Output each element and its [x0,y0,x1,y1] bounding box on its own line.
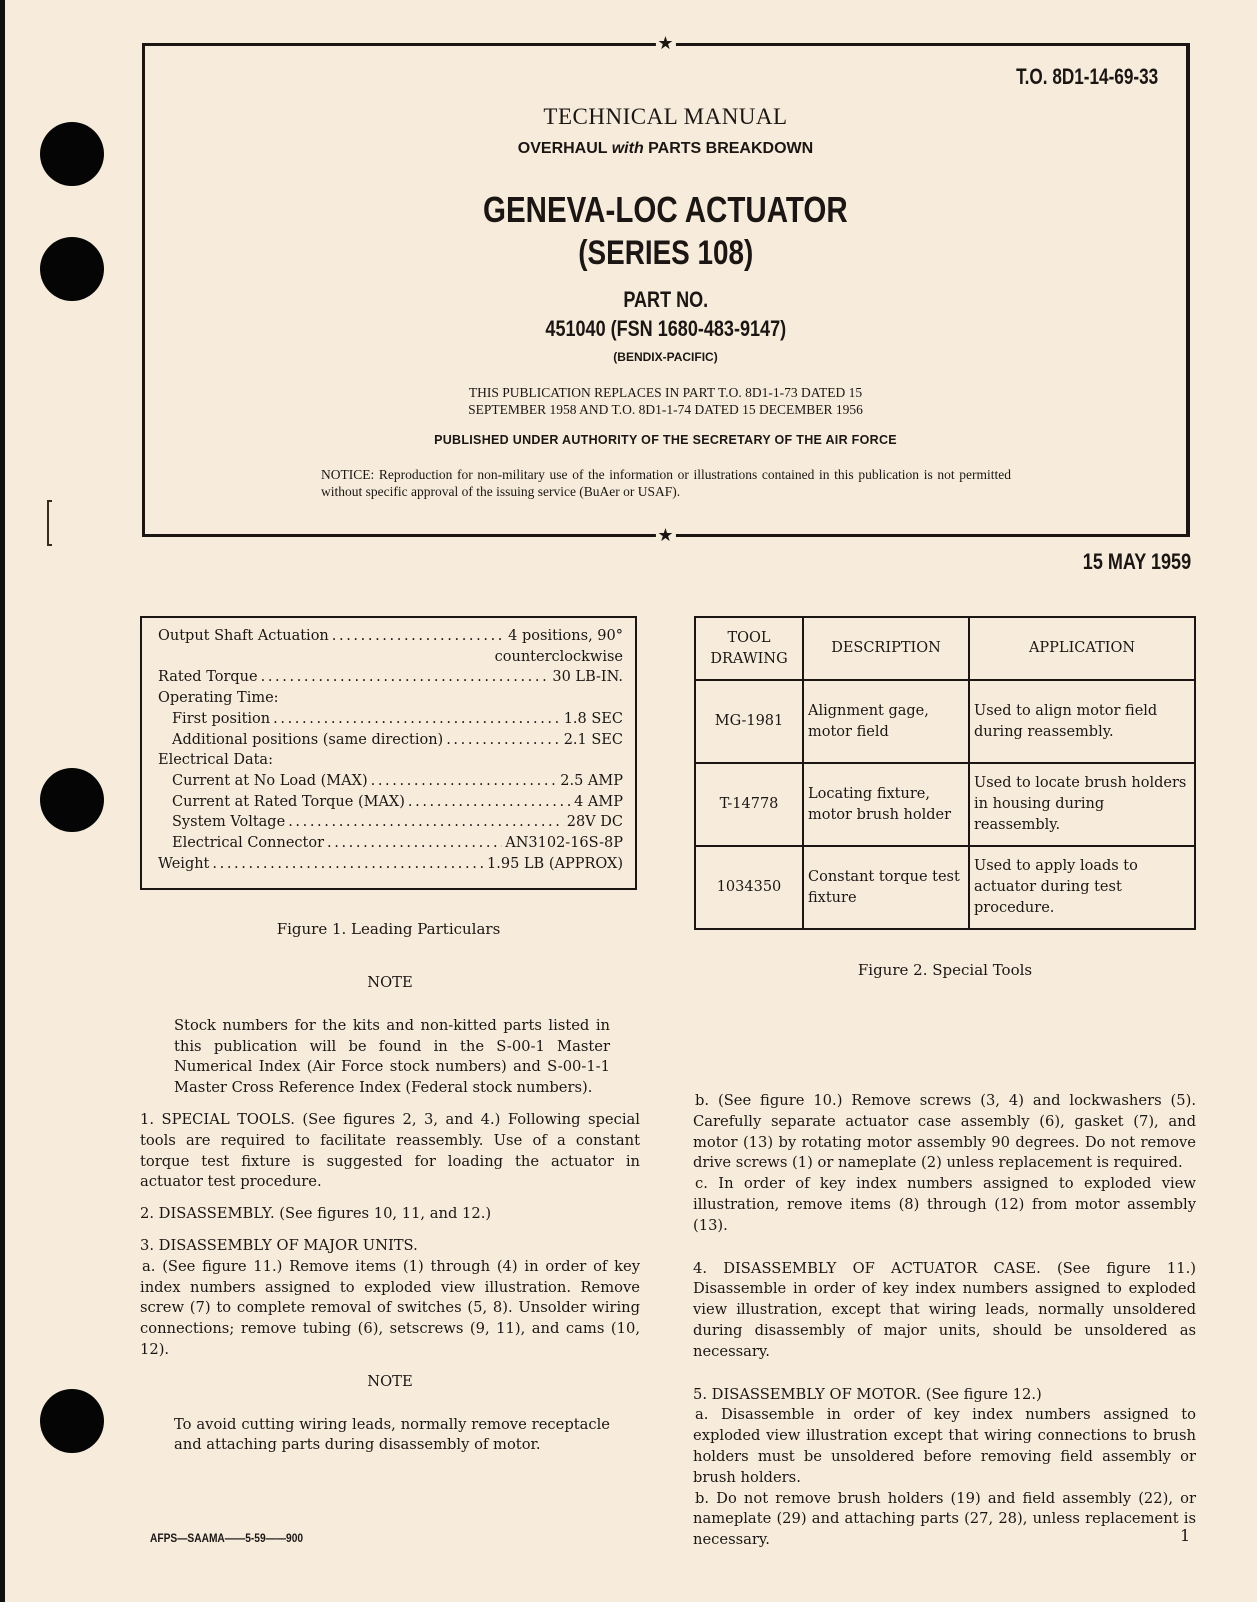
lp-row: Current at No Load (MAX) . . . 2.5 AMP [158,771,623,792]
lp-row: First position . . . 1.8 SEC [158,709,623,730]
right-column [693,1091,1196,1551]
lp-row: Electrical Connector . . . AN3102-16S-8P [158,833,623,854]
section-major-units-c: c. In order of key index numbers assigned to exploded view illustration, remove items (8) through (12) from motor assembly (13). [693,1175,1196,1234]
lp-row: System Voltage . . . 28V DC [158,812,623,833]
section-major-units-a: a. (See figure 11.) Remove items (1) through (4) in order of key index numbers assigned to exploded view illustration. Remove screw (7) to complete removal of switches (5, 8). Unsolder wiring connections; remove tubing (6), setscrews (9, 11), and cams (10, 12). [140,1257,640,1358]
table-row: T-14778 Locating fixture, motor brush holder Used to locate brush holders in housing during reassembly. [695,763,1195,846]
binder-hole-2 [40,237,104,301]
page-number: 1 [1180,1526,1191,1545]
note-body: Stock numbers for the kits and non-kitted parts listed in this publication will be found in the S-00-1 Master Numerical Index (Air Force stock numbers) and S-00-1-1 Master Cross Reference Index (Federal stock numbers). [174,1016,610,1097]
section-disassembly: 2. DISASSEMBLY. (See figures 10, 11, and 12.) [140,1205,492,1223]
lp-row: Electrical Data: [158,752,273,769]
lp-row: Additional positions (same direction) . . . 2.1 SEC [158,730,623,751]
document-series: (SERIES 108) [577,234,754,272]
authority-statement: PUBLISHED UNDER AUTHORITY OF THE SECRETARY OF THE AIR FORCE [434,433,897,447]
part-number: 451040 (FSN 1680-483-9147) [545,316,786,341]
col-description: DESCRIPTION [803,617,969,680]
section-special-tools: 1. SPECIAL TOOLS. (See figures 2, 3, and 4.) Following special tools are required to facilitate reassembly. Use of a constant torque test fixture is suggested for loading the actuator in actuator test procedure. [140,1110,640,1191]
section-major-units-heading: 3. DISASSEMBLY OF MAJOR UNITS. [140,1236,418,1254]
note-heading: NOTE [367,974,413,991]
col-application: APPLICATION [969,617,1195,680]
staple-mark [47,500,49,546]
publication-date: 15 MAY 1959 [1082,549,1191,574]
lp-row: Current at Rated Torque (MAX) . . . 4 AMP [158,792,623,813]
special-tools-table [694,616,1196,930]
leading-particulars-box [140,616,637,890]
star-icon: ★ [657,525,674,546]
scan-edge [0,0,5,1602]
lp-row: Weight . . . 1.95 LB (APPROX) [158,854,623,875]
lp-row: Operating Time: [158,690,279,707]
to-number: T.O. 8D1-14-69-33 [1015,64,1158,89]
section-major-units-b: b. (See figure 10.) Remove screws (3, 4) and lockwashers (5). Carefully separate actuator case assembly (6), gasket (7), and motor (13) by rotating motor assembly 90 degrees. Do not remove drive screws (1) or nameplate (2) unless replacement is required. [693,1092,1196,1172]
manual-subtitle: OVERHAUL with PARTS BREAKDOWN [517,140,814,157]
note-body: To avoid cutting wiring leads, normally remove receptacle and attaching parts during disassembly of motor. [174,1415,610,1454]
lp-row: counterclockwise [494,648,623,665]
left-column [140,973,640,1456]
binder-hole-1 [40,122,104,186]
col-tool-drawing: TOOL DRAWING [695,617,803,680]
table-row: 1034350 Constant torque test fixture Used to apply loads to actuator during test procedure. [695,846,1195,929]
section-actuator-case: 4. DISASSEMBLY OF ACTUATOR CASE. (See figure 11.) Disassemble in order of key index numbers assigned to exploded view illustration, except that wiring leads, normally unsoldered during disassembly of major units, should be unsoldered as necessary. [693,1259,1196,1360]
table-header-row [695,617,1195,680]
document-title: GENEVA-LOC ACTUATOR [483,189,848,230]
note-heading: NOTE [367,1372,413,1390]
section-motor-a: a. Disassemble in order of key index numbers assigned to exploded view illustration except that wiring connections to brush holders must be unsoldered before removing field assembly or brush holders. [693,1406,1196,1486]
binder-hole-4 [40,1389,104,1453]
reproduction-notice: NOTICE: Reproduction for non-military use of the information or illustrations contained in this publication is not permitted without specific approval of the issuing service (BuAer or USAF). [321,467,1011,499]
figure-1-caption: Figure 1. Leading Particulars [276,920,501,938]
cover-box [142,33,1190,546]
part-no-label: PART NO. [623,287,708,312]
star-icon: ★ [657,33,674,54]
lp-row: Rated Torque . . . 30 LB-IN. [158,667,623,688]
figure-2-caption: Figure 2. Special Tools [857,961,1033,979]
section-motor-b: b. Do not remove brush holders (19) and field assembly (22), or nameplate (29) and attaching parts (27, 28), unless replacement is necessary. [693,1489,1196,1549]
print-code: AFPS—SAAMA——5-59——900 [150,1531,304,1545]
manual-type: TECHNICAL MANUAL [543,104,788,129]
manufacturer: (BENDIX-PACIFIC) [613,350,718,364]
replacement-statement: THIS PUBLICATION REPLACES IN PART T.O. 8D1-1-73 DATED 15 SEPTEMBER 1958 AND T.O. 8D1-1-74 DATED 15 DECEMBER 1956 [468,385,863,417]
table-row: MG-1981 Alignment gage, motor field Used to align motor field during reassembly. [695,680,1195,763]
section-motor-heading: 5. DISASSEMBLY OF MOTOR. (See figure 12.) [693,1385,1042,1403]
binder-hole-3 [40,768,104,832]
lp-row: Output Shaft Actuation . . . 4 positions, 90° [158,626,623,647]
